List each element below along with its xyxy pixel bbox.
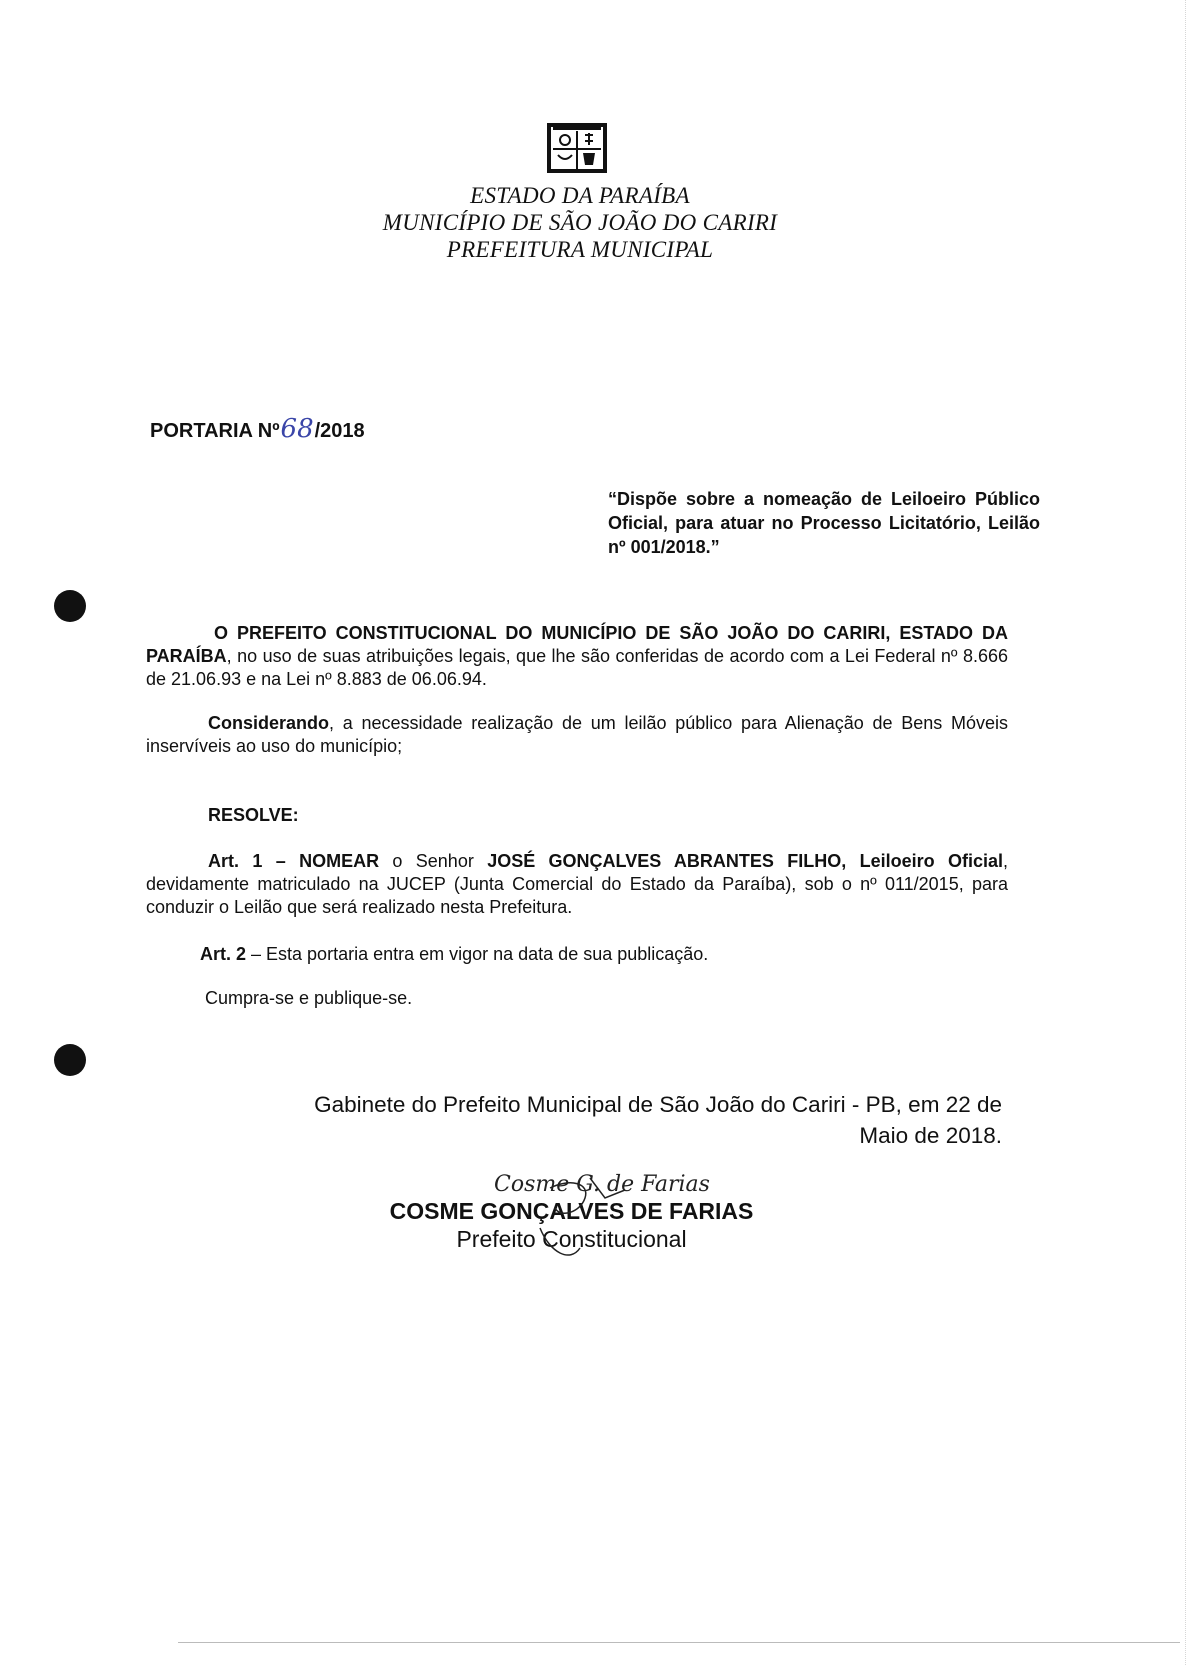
resolve-heading: RESOLVE:	[208, 805, 299, 825]
article-2-text: – Esta portaria entra em vigor na data de sua publicação.	[246, 944, 709, 964]
article-1-text-b: , devidamente matriculado na JUCEP (Junta Comercial do Estado da Paraíba), sob o nº 011/2015, para conduzir o Leilão que será realizado nesta Prefeitura.	[146, 851, 1009, 917]
article-1	[146, 850, 1008, 919]
article-1-label: Art. 1 –	[208, 851, 300, 871]
header-office: PREFEITURA MUNICIPAL	[446, 237, 714, 262]
ementa: “Dispõe sobre a nomeação de Leiloeiro Público Oficial, para atuar no Processo Licitatório, Leilão nº 001/2018.”	[608, 489, 1040, 557]
footer-rule	[178, 1642, 1180, 1643]
portaria-title	[150, 414, 365, 444]
article-1-name: JOSÉ GONÇALVES ABRANTES FILHO, Leiloeiro Oficial	[487, 851, 1003, 871]
handwritten-signature: Cosme G. de Farias	[494, 1172, 710, 1197]
article-1-text-a: o Senhor	[379, 851, 488, 871]
portaria-year: /2018	[314, 420, 365, 442]
signer-name: COSME GONÇALVES DE FARIAS	[389, 1198, 754, 1224]
considerando-text: , a necessidade realização de um leilão público para Alienação de Bens Móveis inservíveis ao uso do município;	[146, 713, 1008, 756]
header-state: ESTADO DA PARAÍBA	[470, 183, 690, 208]
article-1-verb: NOMEAR	[299, 851, 380, 871]
intro-paragraph	[146, 622, 1008, 691]
considerando-paragraph	[146, 712, 1008, 758]
article-2-label: Art. 2	[200, 944, 247, 964]
place-date-line-2: Maio de 2018.	[859, 1123, 1002, 1148]
header-municipality: MUNICÍPIO DE SÃO JOÃO DO CARIRI	[382, 210, 778, 235]
scan-edge	[1185, 0, 1186, 1665]
signer-role: Prefeito Constitucional	[456, 1226, 687, 1252]
intro-authority: O PREFEITO CONSTITUCIONAL DO MUNICÍPIO DE SÃO JOÃO DO CARIRI, ESTADO DA PARAÍBA	[146, 623, 1008, 666]
considerando-label: Considerando	[208, 713, 330, 733]
place-date-line-1: Gabinete do Prefeito Municipal de São João do Cariri - PB, em 22 de	[314, 1092, 1002, 1117]
intro-text: , no uso de suas atribuições legais, que lhe são conferidas de acordo com a Lei Federal nº 8.666 de 21.06.93 e na Lei nº 8.883 de 06.06.94.	[146, 646, 1008, 689]
punch-hole	[54, 590, 86, 622]
portaria-prefix: PORTARIA Nº	[150, 420, 280, 442]
article-2	[200, 944, 708, 965]
place-and-date	[240, 1089, 1002, 1151]
closing-formula: Cumpra-se e publique-se.	[205, 988, 413, 1008]
municipal-coat-of-arms-icon	[547, 123, 607, 173]
portaria-number: 68	[280, 414, 314, 444]
punch-hole	[54, 1044, 86, 1076]
